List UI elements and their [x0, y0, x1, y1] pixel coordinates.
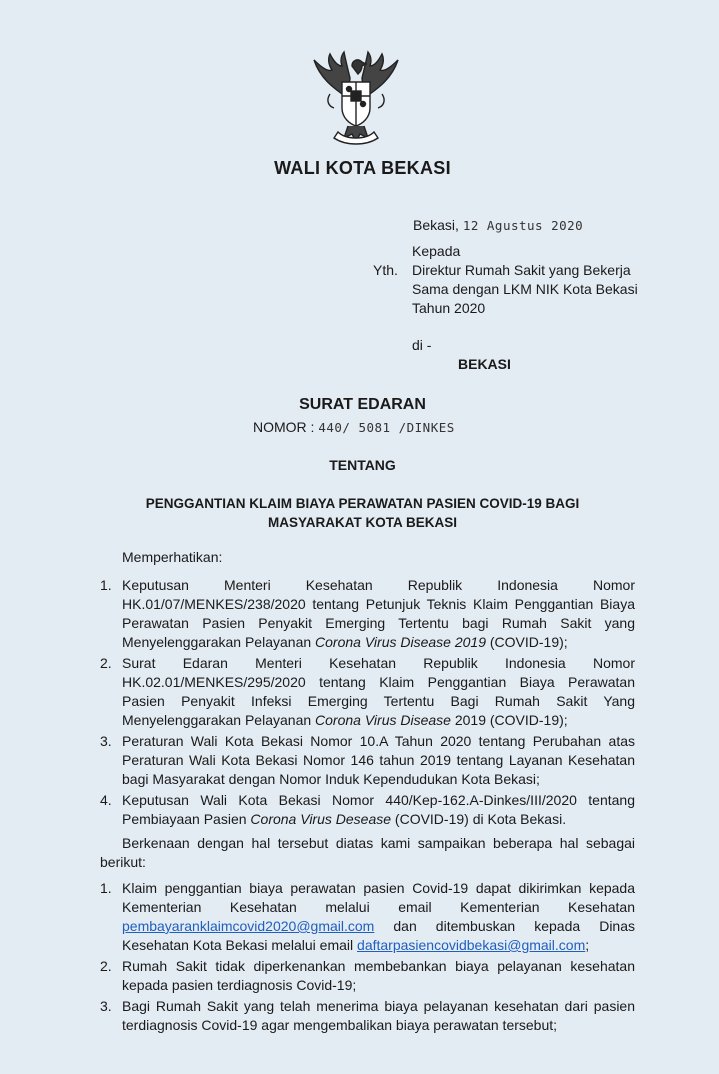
yth-label: Yth.	[373, 262, 398, 278]
transition-paragraph: Berkenaan dengan hal tersebut diatas kami sampaikan beberapa hal sebagai berikut:	[100, 835, 635, 870]
item-line: Klaim penggantian biaya perawatan pasien Covid-19 dapat dikirimkan kepada	[122, 880, 635, 896]
item-line: Perawatan Pasien Penyakit Emerging Tertentu bagi Rumah Sakit yang	[122, 615, 635, 631]
list-item	[100, 654, 635, 730]
item-line: bagi Masyarakat dengan Nomor Induk Kependudukan Kota Bekasi;	[122, 771, 540, 787]
item-line: Surat Edaran Menteri Kesehatan Republik Indonesia Nomor	[122, 655, 635, 671]
subject	[0, 494, 719, 532]
item-line: Peraturan Wali Kota Bekasi Nomor 146 tahun 2019 tentang Layanan Kesehatan	[122, 752, 635, 768]
item-number: 1.	[100, 880, 112, 896]
item-number: 3.	[100, 998, 112, 1014]
considering-intro: Memperhatikan:	[122, 549, 223, 565]
list-item	[100, 879, 635, 955]
doc-number	[253, 418, 455, 437]
item-line: Peraturan Wali Kota Bekasi Nomor 10.A Tahun 2020 tentang Perubahan atas	[122, 733, 635, 749]
considering-list	[100, 576, 635, 829]
list-item	[100, 957, 635, 995]
issuer-title: WALI KOTA BEKASI	[274, 158, 451, 178]
item-line: pembayaranklaimcovid2020@gmail.com dan ditembuskan kepada Dinas	[122, 918, 636, 934]
item-number: 2.	[100, 958, 112, 974]
item-line: Menyelenggarakan Pelayanan Corona Virus Disease 2019 (COVID-19);	[122, 712, 568, 728]
email-link-klaim[interactable]: pembayaranklaimcovid2020@gmail.com	[122, 918, 375, 934]
item-line: Keputusan Wali Kota Bekasi Nomor 440/Kep-162.A-Dinkes/III/2020 tentang	[122, 792, 635, 808]
email-link-daftar[interactable]: daftarpasiencovidbekasi@gmail.com	[357, 937, 586, 953]
recipient-line-3: Tahun 2020	[412, 300, 486, 316]
nomor-value: 440/ 5081 /DINKES	[318, 420, 455, 435]
recipient-city: BEKASI	[458, 356, 511, 372]
doc-type: SURAT EDARAN	[299, 396, 426, 413]
subject-line-1: PENGGANTIAN KLAIM BIAYA PERAWATAN PASIEN COVID-19 BAGI	[145, 496, 580, 511]
item-line: HK.02.01/MENKES/295/2020 tentang Klaim Penggantian Biaya Perawatan	[122, 674, 635, 690]
date-value: 12 Agustus 2020	[462, 218, 584, 233]
nomor-label: NOMOR :	[253, 419, 315, 435]
item-line: Pembiayaan Pasien Corona Virus Desease (COVID-19) di Kota Bekasi.	[122, 811, 567, 827]
item-line: terdiagnosis Covid-19 agar mengembalikan biaya perawatan tersebut;	[122, 1017, 558, 1033]
list-item	[100, 732, 635, 789]
subject-line-2: MASYARAKAT KOTA BEKASI	[267, 515, 457, 530]
item-line: kepada pasien terdiagnosis Covid-19;	[122, 977, 357, 993]
item-number: 2.	[100, 655, 112, 671]
date-place: Bekasi,	[413, 217, 459, 233]
item-line: Pasien Penyakit Infeksi Emerging Tertentu Bagi Rumah Sakit Yang	[122, 693, 635, 709]
recipient-line-1: Direktur Rumah Sakit yang Bekerja	[412, 262, 631, 278]
list-item	[100, 791, 635, 829]
item-line: Rumah Sakit tidak diperkenankan membebankan biaya pelayanan kesehatan	[122, 958, 635, 974]
item-line: Kesehatan Kota Bekasi melalui email daftarpasiencovidbekasi@gmail.com;	[122, 937, 590, 953]
item-line: Kementerian Kesehatan melalui email Kementerian Kesehatan	[122, 899, 635, 915]
di-label: di -	[412, 337, 432, 353]
item-line: Bagi Rumah Sakit yang telah menerima biaya pelayanan kesehatan dari pasien	[122, 998, 635, 1014]
kepada-label: Kepada	[412, 243, 461, 259]
item-line: Menyelenggarakan Pelayanan Corona Virus Disease 2019 (COVID-19);	[122, 634, 568, 650]
list-item	[100, 576, 635, 652]
date-line	[413, 216, 583, 235]
item-number: 4.	[100, 792, 112, 808]
tentang-label: TENTANG	[329, 457, 396, 473]
recipient-line-2: Sama dengan LKM NIK Kota Bekasi	[412, 281, 638, 297]
list-item	[100, 997, 635, 1035]
points-list	[100, 879, 635, 1035]
garuda-emblem-icon	[308, 48, 404, 148]
item-line: Keputusan Menteri Kesehatan Republik Indonesia Nomor	[122, 577, 635, 593]
item-number: 3.	[100, 733, 112, 749]
item-line: HK.01/07/MENKES/238/2020 tentang Petunjuk Teknis Klaim Penggantian Biaya	[122, 596, 635, 612]
item-number: 1.	[100, 577, 112, 593]
